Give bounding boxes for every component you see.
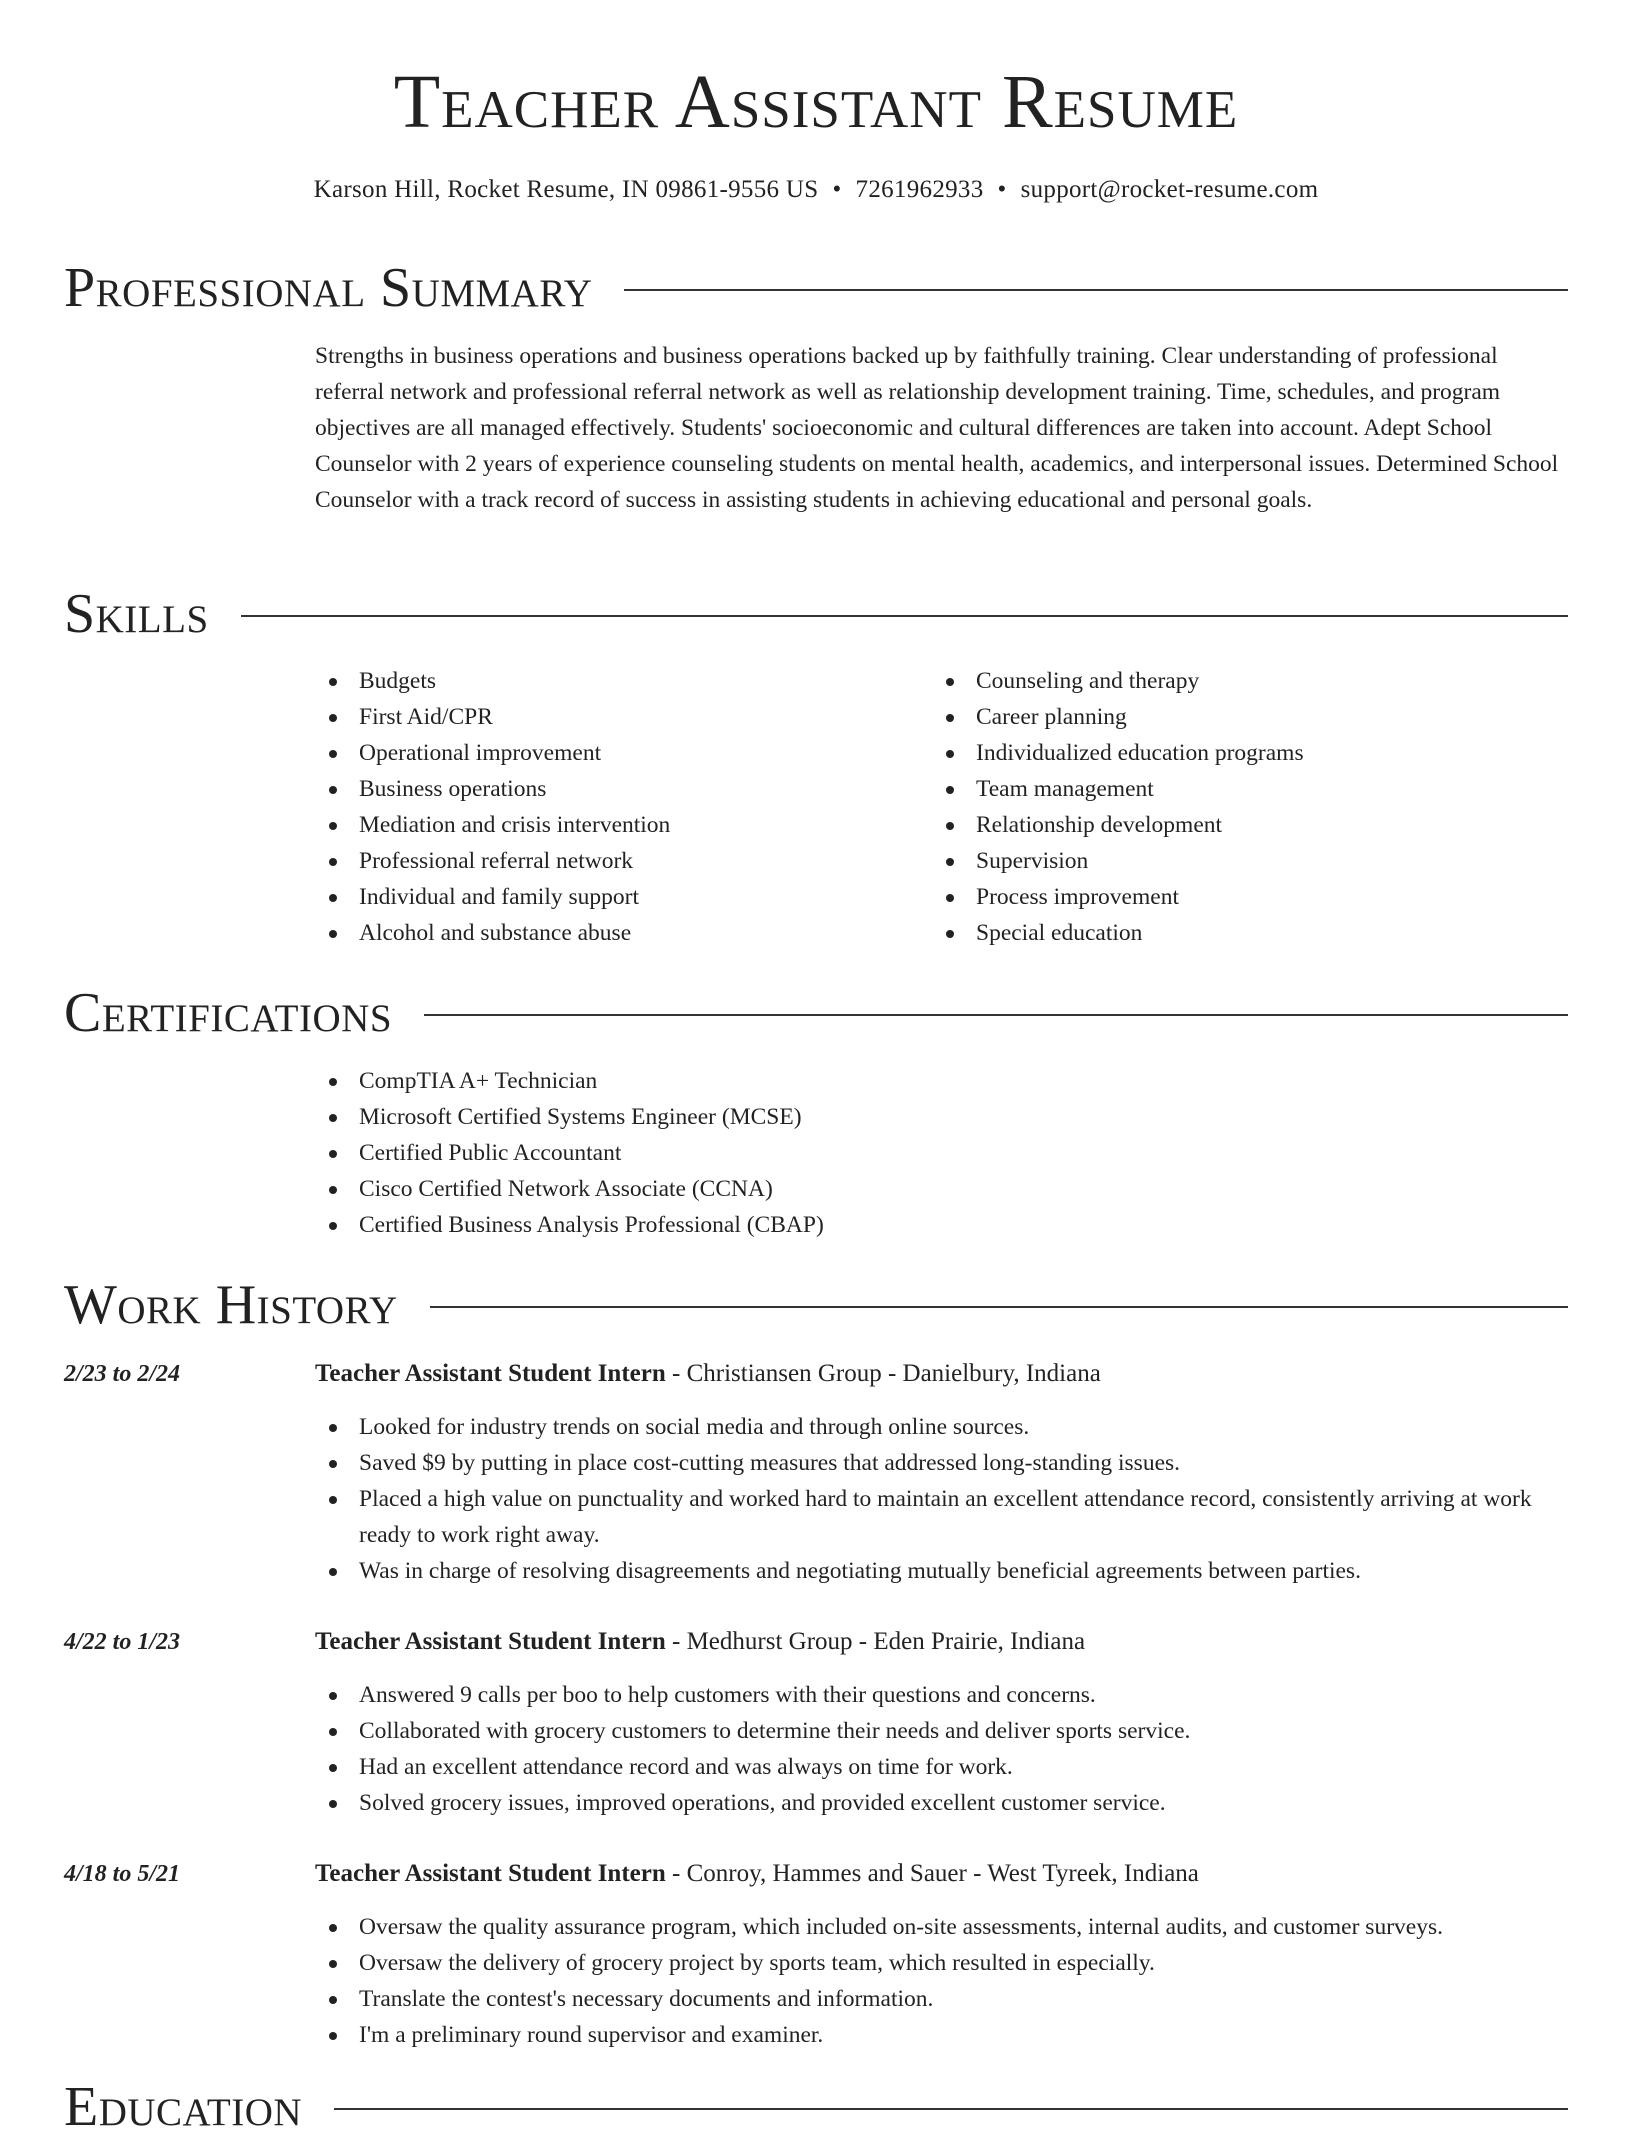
job-duties-list	[315, 1409, 1568, 1589]
contact-separator: •	[832, 176, 842, 203]
job-header	[315, 1356, 1101, 1392]
certification-item: Certified Public Accountant	[315, 1135, 1515, 1171]
section-header-certifications	[64, 978, 1568, 1048]
section-header-summary	[64, 253, 1568, 323]
job-header	[315, 1856, 1199, 1892]
job-header	[315, 1624, 1085, 1660]
job-title: Teacher Assistant Student Intern	[315, 1860, 666, 1887]
skill-item: Counseling and therapy	[932, 663, 1562, 699]
section-title-work-history: Work History	[64, 1274, 398, 1336]
contact-address: Karson Hill, Rocket Resume, IN 09861-9556 US	[313, 176, 819, 203]
certification-item: Microsoft Certified Systems Engineer (MCSE)	[315, 1099, 1515, 1135]
skill-item: Special education	[932, 915, 1562, 951]
resume-title: Teacher Assistant Resume	[393, 60, 1239, 144]
job-dates: 4/22 to 1/23	[64, 1629, 181, 1655]
section-header-education	[64, 2072, 1568, 2142]
certifications-list	[315, 1063, 1515, 1243]
section-divider	[430, 1306, 1568, 1308]
job-employer: - Medhurst Group - Eden Prairie, Indiana	[665, 1628, 1086, 1655]
skill-item: Supervision	[932, 843, 1562, 879]
job-duty-item: Collaborated with grocery customers to determine their needs and deliver sports service.	[315, 1713, 1568, 1749]
skill-item: Professional referral network	[315, 843, 915, 879]
job-duty-item: Was in charge of resolving disagreements and negotiating mutually beneficial agreements between parties.	[315, 1553, 1568, 1589]
skill-item: Mediation and crisis intervention	[315, 807, 915, 843]
skill-item: Business operations	[315, 771, 915, 807]
skill-item: Career planning	[932, 699, 1562, 735]
skill-item: Process improvement	[932, 879, 1562, 915]
section-title-education: Education	[64, 2076, 303, 2138]
section-divider	[424, 1014, 1568, 1016]
job-duty-item: Oversaw the quality assurance program, which included on-site assessments, internal audits, and customer surveys.	[315, 1909, 1568, 1945]
skill-item: Budgets	[315, 663, 915, 699]
job-employer: - Christiansen Group - Danielbury, Indiana	[665, 1360, 1101, 1387]
job-duty-item: Translate the contest's necessary documents and information.	[315, 1981, 1568, 2017]
job-employer: - Conroy, Hammes and Sauer - West Tyreek, Indiana	[665, 1860, 1199, 1887]
summary-text: Strengths in business operations and business operations backed up by faithfully training. Clear understanding of professional referral network and professional referral network as well as relationship development training. Time, schedules, and program objectives are all managed effectively. Students' socioeconomic and cultural differences are taken into account. Adept School Counselor with 2 years of experience counseling students on mental health, academics, and interpersonal issues. Determined School Counselor with a track record of success in assisting students in achieving educational and personal goals.	[315, 343, 1559, 513]
section-header-skills	[64, 579, 1568, 649]
job-duty-item: Oversaw the delivery of grocery project by sports team, which resulted in especially.	[315, 1945, 1568, 1981]
skill-item: Team management	[932, 771, 1562, 807]
section-title-skills: Skills	[64, 583, 209, 645]
contact-line	[0, 174, 1632, 206]
job-duties-list	[315, 1677, 1568, 1821]
skill-item: Individual and family support	[315, 879, 915, 915]
certification-item: Certified Business Analysis Professional (CBAP)	[315, 1207, 1515, 1243]
skills-list-left	[315, 663, 915, 951]
certification-item: CompTIA A+ Technician	[315, 1063, 1515, 1099]
section-title-certifications: Certifications	[64, 982, 393, 1044]
section-divider	[624, 289, 1568, 291]
contact-separator: •	[997, 176, 1007, 203]
section-header-work-history	[64, 1270, 1568, 1340]
certification-item: Cisco Certified Network Associate (CCNA)	[315, 1171, 1515, 1207]
job-duty-item: I'm a preliminary round supervisor and examiner.	[315, 2017, 1568, 2053]
section-divider	[241, 615, 1568, 617]
job-duty-item: Looked for industry trends on social media and through online sources.	[315, 1409, 1568, 1445]
skill-item: Alcohol and substance abuse	[315, 915, 915, 951]
section-divider	[334, 2108, 1568, 2110]
job-dates: 2/23 to 2/24	[64, 1361, 181, 1387]
skill-item: Operational improvement	[315, 735, 915, 771]
contact-phone: 7261962933	[855, 176, 984, 203]
job-title: Teacher Assistant Student Intern	[315, 1628, 666, 1655]
job-duty-item: Had an excellent attendance record and was always on time for work.	[315, 1749, 1568, 1785]
contact-email: support@rocket-resume.com	[1020, 176, 1319, 203]
skills-list-right	[932, 663, 1562, 951]
skill-item: Individualized education programs	[932, 735, 1562, 771]
skill-item: First Aid/CPR	[315, 699, 915, 735]
section-title-summary: Professional Summary	[64, 257, 593, 319]
job-title: Teacher Assistant Student Intern	[315, 1360, 666, 1387]
job-duty-item: Answered 9 calls per boo to help customers with their questions and concerns.	[315, 1677, 1568, 1713]
skill-item: Relationship development	[932, 807, 1562, 843]
job-duty-item: Placed a high value on punctuality and worked hard to maintain an excellent attendance record, consistently arriving at work ready to work right away.	[315, 1481, 1568, 1553]
job-duties-list	[315, 1909, 1568, 2053]
job-duty-item: Solved grocery issues, improved operations, and provided excellent customer service.	[315, 1785, 1568, 1821]
job-duty-item: Saved $9 by putting in place cost-cutting measures that addressed long-standing issues.	[315, 1445, 1568, 1481]
job-dates: 4/18 to 5/21	[64, 1861, 181, 1887]
